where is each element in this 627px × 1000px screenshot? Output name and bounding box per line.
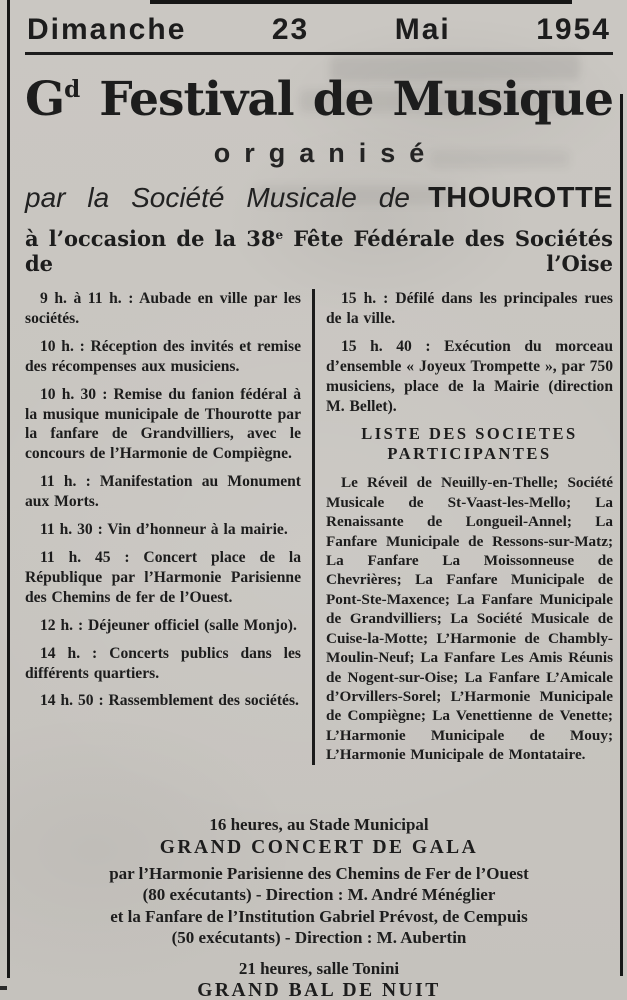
- societies-list-heading-line1: LISTE DES SOCIETES: [361, 424, 578, 444]
- date-word-month: Mai: [394, 13, 451, 46]
- programme-columns: [25, 289, 613, 765]
- subtitle-part2: Fête Fédérale des Sociétés de l’Oise: [25, 226, 613, 276]
- programme-item: 9 h. à 11 h. : Aubade en ville par les sociétés.: [25, 290, 301, 327]
- organizer-phrase: par la Société Musicale de: [25, 182, 410, 213]
- organise-line: organisé: [213, 138, 439, 168]
- date-word-day: Dimanche: [27, 13, 187, 46]
- organizer-town-name: THOUROTTE: [428, 182, 614, 214]
- programme-column-left: [25, 289, 301, 765]
- subtitle-ordinal-superscript: e: [275, 228, 284, 242]
- gala-title: GRAND CONCERT DE GALA: [159, 836, 479, 858]
- top-border-bar: [150, 0, 572, 4]
- gala-performers-line2: (80 exécutants) - Direction : M. André Ménéglier: [142, 885, 496, 904]
- headline-word-grand: $G^d$: [25, 72, 81, 127]
- left-border-rule: [7, 0, 10, 978]
- gala-performers-line3: et la Fanfare de l’Institution Gabriel Prévost, de Cempuis: [110, 906, 528, 926]
- societies-list-heading: [326, 424, 613, 464]
- subtitle-part1: à l’occasion de la 38: [25, 226, 276, 251]
- spacer: [25, 949, 613, 958]
- date-banner: [25, 13, 613, 47]
- headline-word-musique: Musique: [392, 72, 613, 127]
- main-headline: [25, 72, 613, 127]
- societies-list-heading-line2: PARTICIPANTES: [387, 444, 552, 464]
- programme-column-right: [312, 289, 613, 765]
- evening-events-footer: [25, 814, 613, 1000]
- gala-performers-line4: (50 exécutants) - Direction : M. Aubertin: [171, 928, 467, 947]
- programme-item: 11 h. : Manifestation au Monument aux Morts.: [25, 473, 301, 511]
- bal-time-venue: 21 heures, salle Tonini: [238, 958, 400, 978]
- headline-word-festival: Festival: [99, 72, 294, 127]
- programme-item: 14 h. 50 : Rassemblement des sociétés.: [40, 692, 299, 710]
- bottom-left-ink-mark: [0, 986, 7, 990]
- organizer-line: [25, 182, 613, 215]
- gala-performers-line1: par l’Harmonie Parisienne des Chemins de Fer de l’Ouest: [109, 863, 529, 883]
- programme-item: 11 h. 45 : Concert place de la République par l’Harmonie Parisienne des Chemins de fer de l’Ouest.: [25, 548, 301, 606]
- headline-superscript-d: d: [64, 76, 81, 103]
- gala-time-venue: 16 heures, au Stade Municipal: [209, 815, 429, 834]
- programme-item: 11 h. 30 : Vin d’honneur à la mairie.: [40, 521, 288, 539]
- date-underline-rule: [25, 52, 613, 55]
- occasion-subtitle: [25, 226, 613, 276]
- programme-item: 15 h. : Défilé dans les principales rues de la ville.: [326, 290, 613, 327]
- societies-list: Le Réveil de Neuilly-en-Thelle; Société Musicale de St-Vaast-les-Mello; La Renaissante de Longueil-Annel; La Fanfare Municipale de Ressons-sur-Matz; La Fanfare La Moissonneuse de Chevrières; La Fanfare Municipale de Pont-Ste-Maxence; La Fanfare Municipale de Grandvilliers; La Société Musicale de Cuise-la-Motte; L’Harmonie de Chambly-Moulin-Neuf; La Fanfare Les Amis Réunis de Nogent-sur-Oise; La Fanfare L’Amicale d’Orvillers-Sorel; L’Harmonie Municipale de Compiègne; La Venettienne de Venette; L’Harmonie Municipale de Mouy; L’Harmonie Municipale de Montataire.: [326, 474, 613, 764]
- programme-item: 10 h. 30 : Remise du fanion fédéral à la musique municipale de Thourotte par la fanfare de Grandvilliers, avec le concours de l’Harmonie de Compiègne.: [25, 385, 301, 463]
- programme-item: 14 h. : Concerts publics dans les différents quartiers.: [25, 644, 301, 682]
- programme-item: 15 h. 40 : Exécution du morceau d’ensemble « Joyeux Trompette », par 750 musiciens, place de la Mairie (direction M. Bellet).: [326, 337, 613, 415]
- headline-word-de: de: [312, 72, 374, 127]
- bal-title: GRAND BAL DE NUIT: [197, 980, 441, 1000]
- clipping-content: [25, 13, 613, 765]
- right-border-rule: [620, 94, 623, 976]
- date-word-daynum: 23: [271, 13, 310, 46]
- programme-item: 12 h. : Déjeuner officiel (salle Monjo).: [40, 616, 297, 634]
- date-word-year: 1954: [536, 13, 611, 46]
- programme-item: 10 h. : Réception des invités et remise des récompenses aux musiciens.: [25, 337, 301, 375]
